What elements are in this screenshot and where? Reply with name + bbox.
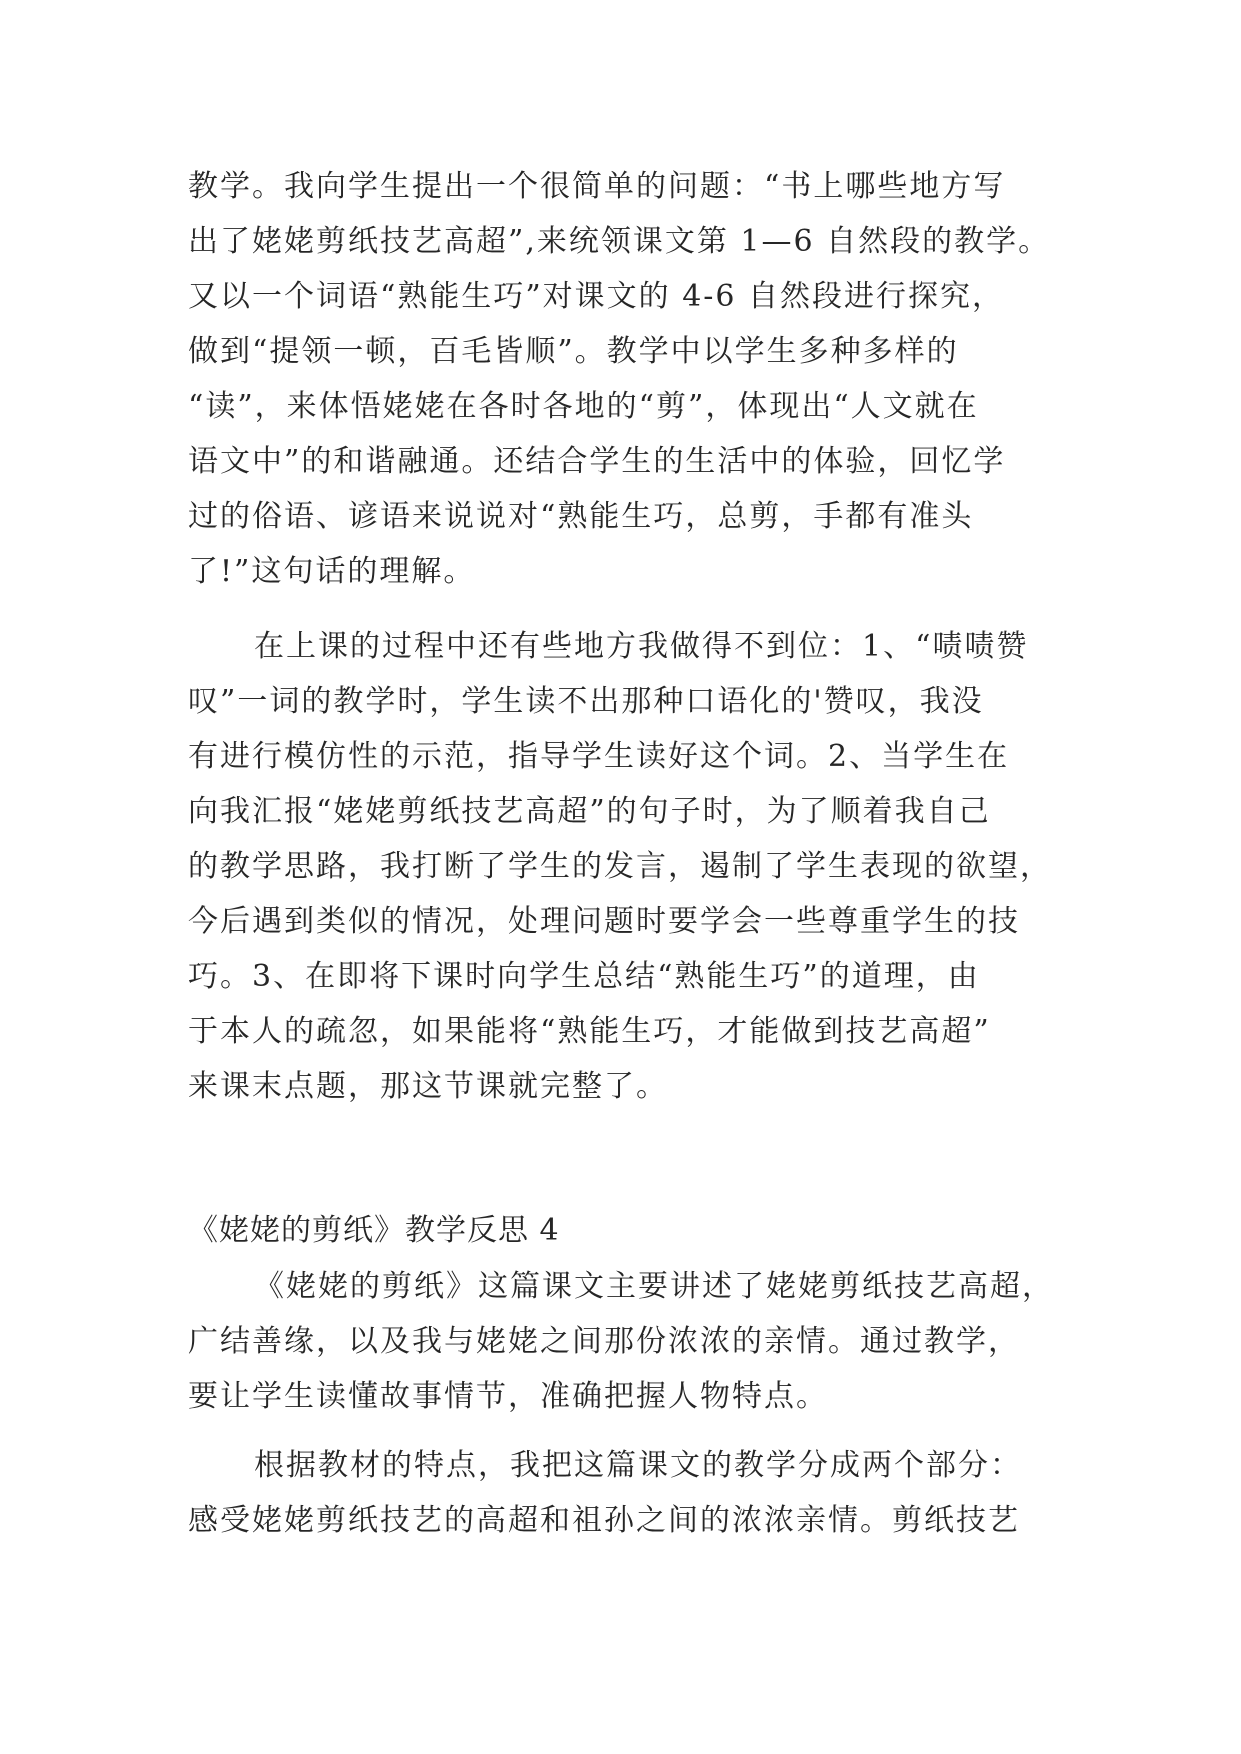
paragraph-line: 的教学思路，我打断了学生的发言，遏制了学生表现的欲望，: [188, 849, 1052, 884]
paragraph-line: 向我汇报“姥姥剪纸技艺高超”的句子时，为了顺着我自己: [188, 794, 991, 829]
paragraph-line: 教学。我向学生提出一个很简单的问题：“书上哪些地方写: [188, 169, 1006, 204]
paragraph-line: 了!”这句话的理解。: [188, 554, 476, 589]
paragraph-line: 有进行模仿性的示范，指导学生读好这个词。2、当学生在: [188, 739, 1010, 774]
paragraph-line: 感受姥姥剪纸技艺的高超和祖孙之间的浓浓亲情。剪纸技艺: [188, 1503, 1020, 1538]
section-heading: 《姥姥的剪纸》教学反思 4: [188, 1213, 560, 1248]
paragraph-line: 语文中”的和谐融通。还结合学生的生活中的体验，回忆学: [188, 444, 1006, 479]
paragraph-line: 《姥姥的剪纸》这篇课文主要讲述了姥姥剪纸技艺高超，: [254, 1269, 1054, 1304]
paragraph-line: 巧。3、在即将下课时向学生总结“熟能生巧”的道理，由: [188, 959, 980, 994]
paragraph-line: 出了姥姥剪纸技艺高超”,来统领课文第 1—6 自然段的教学。: [188, 224, 1051, 259]
paragraph-line: 做到“提领一顿，百毛皆顺”。教学中以学生多种多样的: [188, 334, 959, 369]
paragraph-line: 要让学生读懂故事情节，准确把握人物特点。: [188, 1379, 828, 1414]
paragraph-line: 在上课的过程中还有些地方我做得不到位：1、“啧啧赞: [254, 629, 1029, 664]
paragraph-line: “读”，来体悟姥姥在各时各地的“剪”，体现出“人文就在: [188, 389, 979, 424]
paragraph-line: 叹”一词的教学时，学生读不出那种口语化的'赞叹，我没: [188, 684, 984, 719]
paragraph-line: 于本人的疏忽，如果能将“熟能生巧，才能做到技艺高超”: [188, 1014, 991, 1049]
paragraph-line: 广结善缘，以及我与姥姥之间那份浓浓的亲情。通过教学，: [188, 1324, 1020, 1359]
paragraph-line: 今后遇到类似的情况，处理问题时要学会一些尊重学生的技: [188, 904, 1020, 939]
paragraph-line: 过的俗语、谚语来说说对“熟能生巧，总剪，手都有准头: [188, 499, 974, 534]
paragraph-line: 根据教材的特点，我把这篇课文的教学分成两个部分：: [254, 1448, 1022, 1483]
paragraph-line: 来课末点题，那这节课就完整了。: [188, 1069, 668, 1104]
paragraph-line: 又以一个词语“熟能生巧”对课文的 4-6 自然段进行探究，: [188, 279, 1005, 314]
